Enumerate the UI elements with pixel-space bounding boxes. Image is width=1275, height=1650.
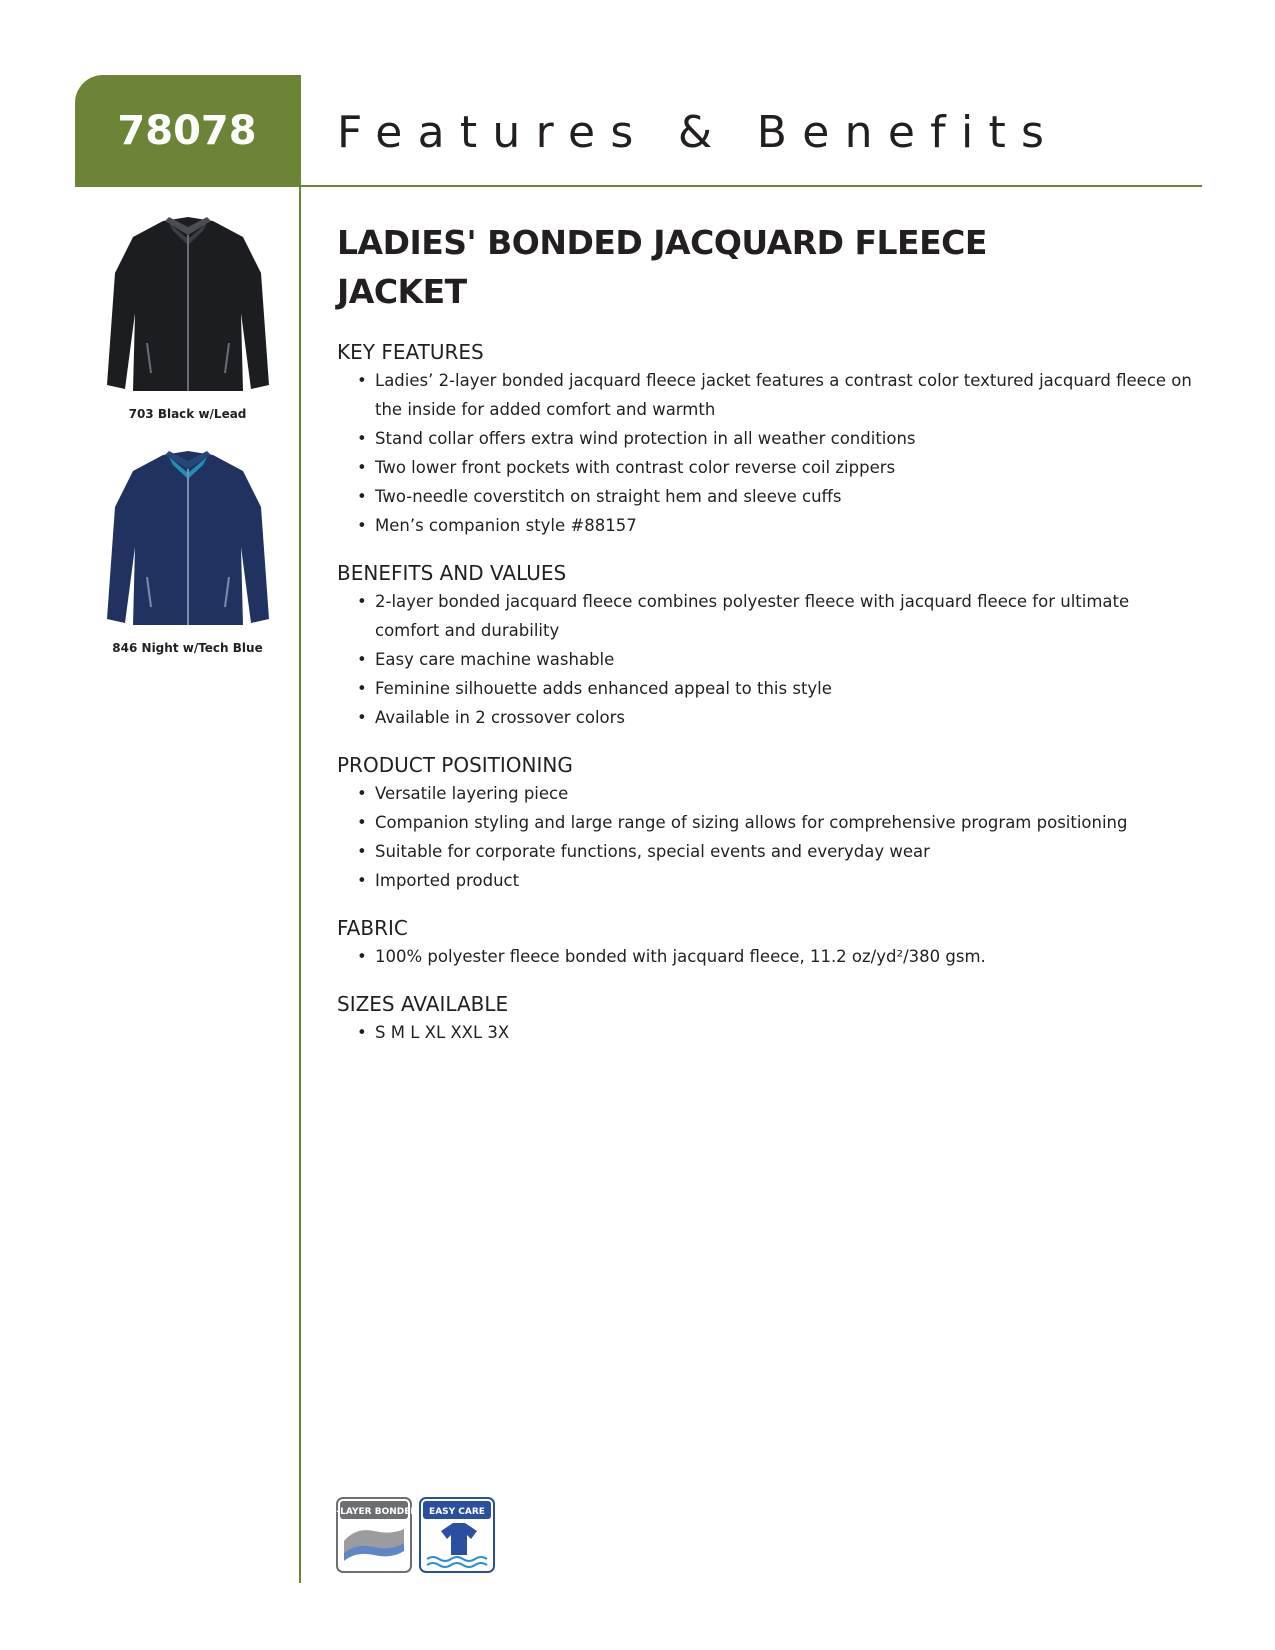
bullet-icon: • [357,784,367,803]
section-heading: KEY FEATURES [337,340,484,364]
header-divider [299,185,1202,187]
feature-badges [330,1497,495,1573]
style-number: 78078 [117,108,257,154]
list-item: • 2-layer bonded jacquard fleece combines polyester fleece with jacquard fleece for ultimate comfort and durability [337,587,1197,645]
section-benefits-and-values [337,559,1197,732]
jacket-navy-image [103,447,273,637]
list-item: • Easy care machine washable [337,645,1197,674]
list-item: • Stand collar offers extra wind protection in all weather conditions [337,424,1197,453]
list-item: • Ladies’ 2-layer bonded jacquard fleece jacket features a contrast color textured jacquard fleece on the inside for added comfort and warmth [337,366,1197,424]
main-content [337,218,1197,1066]
bullet-icon: • [357,487,367,506]
list-item: • Available in 2 crossover colors [337,703,1197,732]
bullet-icon: • [357,871,367,890]
page-header-title: Features & Benefits [337,107,1060,158]
section-sizes-available [337,990,1197,1047]
list-item: • Men’s companion style #88157 [337,511,1197,540]
list-item: • 100% polyester fleece bonded with jacquard fleece, 11.2 oz/yd²/380 gsm. [337,942,1197,971]
list-item: • Feminine silhouette adds enhanced appeal to this style [337,674,1197,703]
list-item: • Two lower front pockets with contrast color reverse coil zippers [337,453,1197,482]
product-title-line1: LADIES' BONDED JACQUARD FLEECE [337,223,987,262]
bullet-icon: • [357,1023,367,1042]
section-fabric [337,914,1197,971]
bullet-list [337,942,1197,971]
easy-care-shirt-icon [419,1497,495,1573]
bullet-list [337,366,1197,540]
list-item: • Versatile layering piece [337,779,1197,808]
bullet-icon: • [357,708,367,727]
list-item: • Companion styling and large range of sizing allows for comprehensive program positioning [337,808,1197,837]
section-heading: FABRIC [337,916,408,940]
layered-fabric-icon [330,1497,418,1573]
swatch-black-lead [90,213,285,421]
badge-label: EASY CARE [429,1507,485,1517]
style-number-tab [75,75,299,187]
section-heading: PRODUCT POSITIONING [337,753,573,777]
list-item: • Imported product [337,866,1197,895]
bullet-icon: • [357,592,367,611]
vertical-divider [299,75,301,1583]
bullet-list [337,779,1197,895]
bullet-icon: • [357,516,367,535]
section-product-positioning [337,751,1197,895]
list-item: • Two-needle coverstitch on straight hem and sleeve cuffs [337,482,1197,511]
section-key-features [337,338,1197,540]
swatch-night-tech-blue [90,447,285,655]
swatch-label: 703 Black w/Lead [128,407,247,421]
list-item: • S M L XL XXL 3X [337,1018,1197,1047]
bullet-list [337,1018,1197,1047]
bullet-icon: • [357,429,367,448]
section-heading: SIZES AVAILABLE [337,992,509,1016]
jacket-black-image [103,213,273,403]
badge-label: 2-LAYER BONDED [330,1507,418,1517]
list-item: • Suitable for corporate functions, special events and everyday wear [337,837,1197,866]
bullet-icon: • [357,458,367,477]
bullet-icon: • [357,813,367,832]
product-title-line2: JACKET [337,272,467,311]
bullet-icon: • [357,650,367,669]
bullet-icon: • [357,842,367,861]
bullet-icon: • [357,947,367,966]
product-title [337,218,1197,316]
swatch-label: 846 Night w/Tech Blue [112,641,263,655]
bullet-list [337,587,1197,732]
bullet-icon: • [357,679,367,698]
bullet-icon: • [357,371,367,390]
section-heading: BENEFITS AND VALUES [337,561,567,585]
